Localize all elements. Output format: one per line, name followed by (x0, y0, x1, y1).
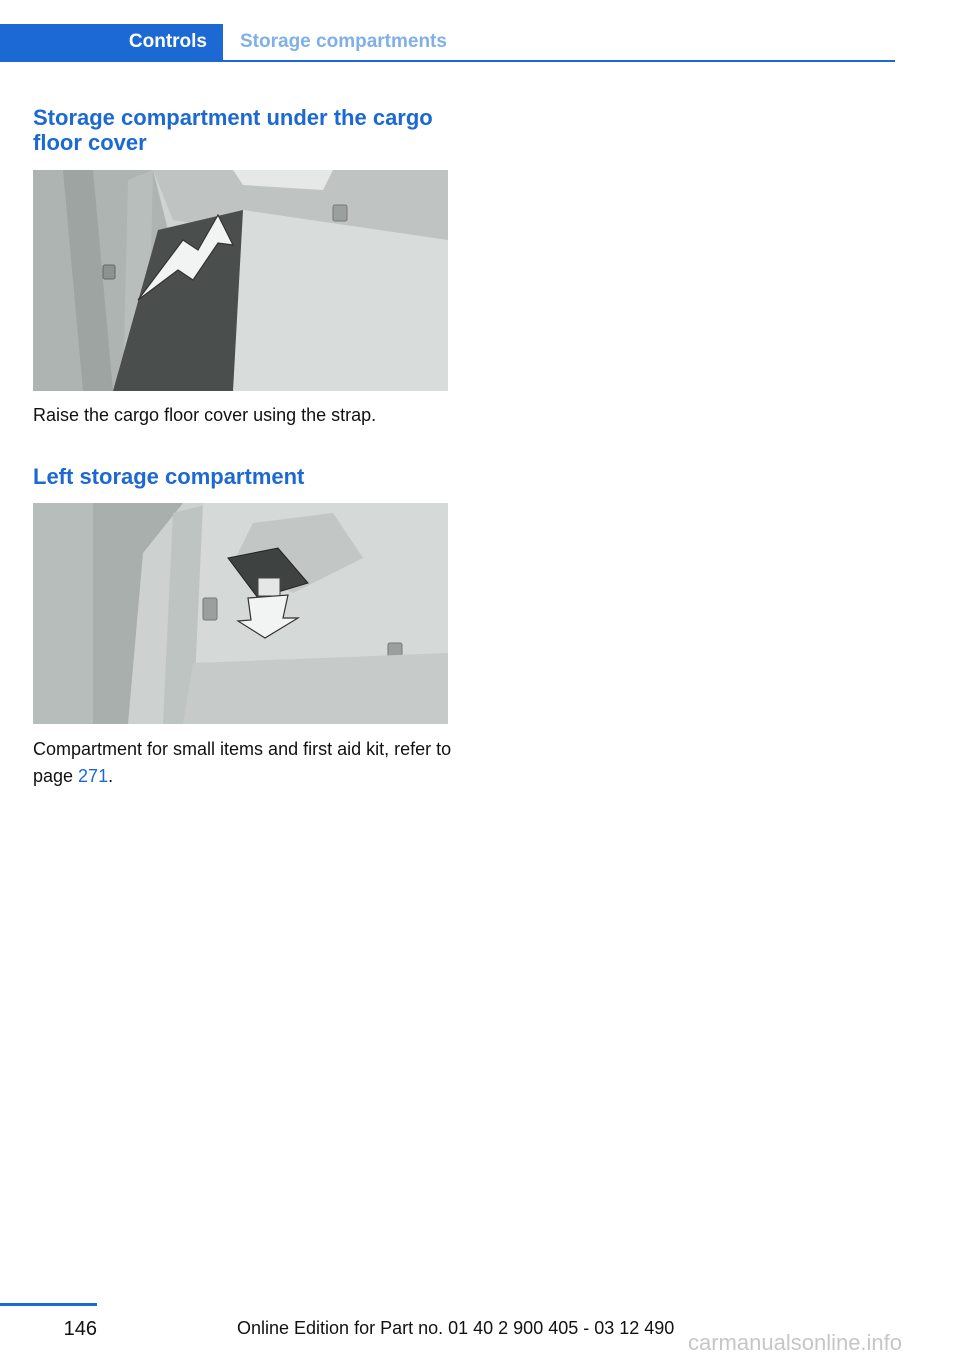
section-text-left-storage-before: Compartment for small items and first aid kit, refer to page (33, 739, 452, 786)
left-storage-compartment-illustration (33, 503, 448, 724)
section-heading-left-storage: Left storage compartment (33, 464, 305, 489)
cargo-floor-cover-illustration (33, 170, 448, 391)
tab-storage-compartments[interactable] (240, 24, 447, 60)
page-number: 146 (63, 1318, 97, 1340)
tab-controls-label: Controls (128, 31, 207, 52)
section-heading-cargo-floor: Storage compartment under the cargo floor cover (33, 105, 433, 155)
page-reference-link[interactable]: 271 (78, 766, 109, 786)
header-bar (0, 24, 895, 62)
section-text-cargo-floor: Raise the cargo floor cover using the strap. (33, 405, 377, 425)
tab-controls[interactable] (0, 24, 223, 60)
section-text-left-storage (33, 736, 453, 790)
section-text-left-storage-after: . (108, 766, 114, 786)
footer-rule (0, 1303, 97, 1306)
watermark: carmanualsonline.info (688, 1330, 903, 1355)
edition-text: Online Edition for Part no. 01 40 2 900 405 - 03 12 490 (237, 1318, 675, 1338)
tab-storage-label: Storage compartments (240, 31, 447, 52)
